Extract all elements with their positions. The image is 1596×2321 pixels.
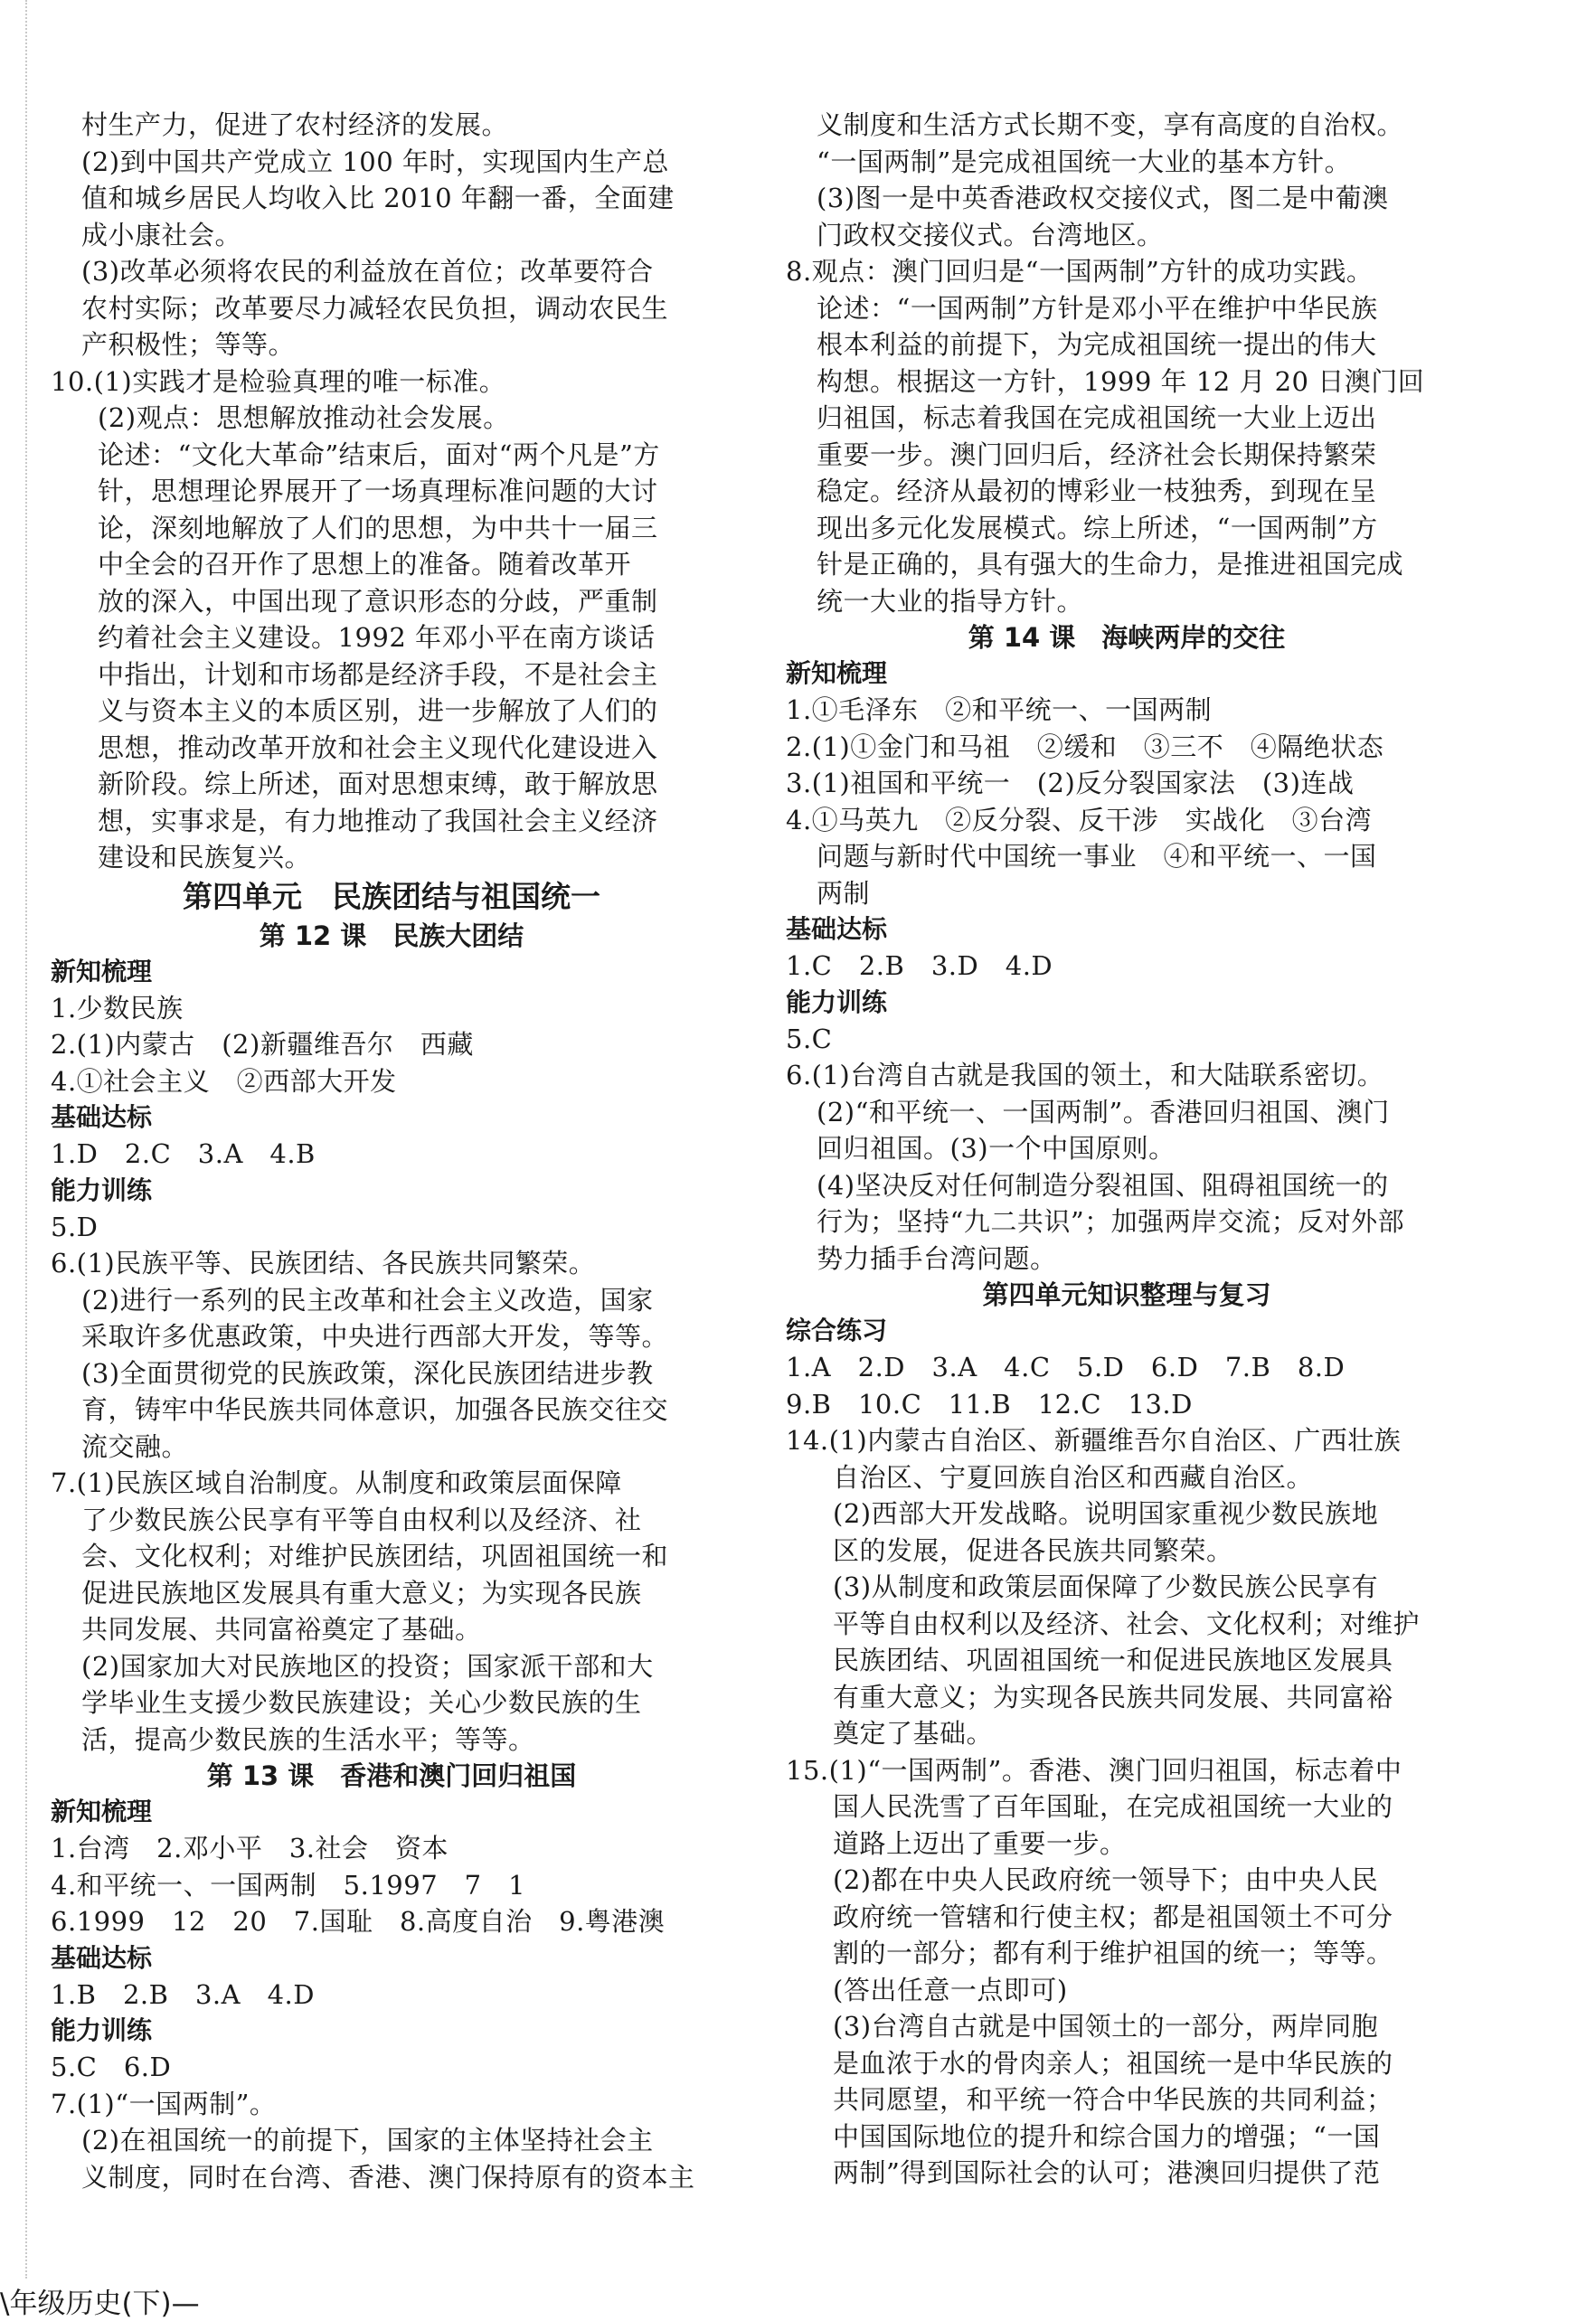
text-line: 重要一步。澳门回归后，经济社会长期保持繁荣 <box>817 439 1377 470</box>
text-line: 10.(1)实践才是检验真理的唯一标准。 <box>51 365 506 397</box>
text-line: 4.①社会主义 ②西部大开发 <box>51 1065 397 1097</box>
text-line: 义制度和生活方式长期不变，享有高度的自治权。 <box>817 109 1404 140</box>
text-line: 5.C 6.D <box>51 2052 172 2082</box>
text-line: “一国两制”是完成祖国统一大业的基本方针。 <box>817 146 1352 177</box>
text-line: 论述：“文化大革命”结束后，面对“两个凡是”方 <box>98 439 660 470</box>
text-line: 学毕业生支援少数民族建设；关心少数民族的生 <box>81 1687 642 1718</box>
text-line: 7.(1)民族区域自治制度。从制度和政策层面保障 <box>51 1467 622 1498</box>
lesson-title: 第 14 课 海峡两岸的交往 <box>968 622 1286 653</box>
text-line: (3)图一是中英香港政权交接仪式，图二是中葡澳 <box>817 183 1389 213</box>
text-line: (2)到中国共产党成立 100 年时，实现国内生产总 <box>81 146 669 177</box>
text-line: 民族团结、巩固祖国统一和促进民族地区发展具 <box>833 1645 1393 1675</box>
text-line: (2)西部大开发战略。说明国家重视少数民族地 <box>833 1498 1379 1529</box>
text-line: 论述：“一国两制”方针是邓小平在维护中华民族 <box>817 292 1378 324</box>
section-heading: 基础达标 <box>51 1942 153 1973</box>
lesson-title: 第 12 课 民族大团结 <box>259 920 524 951</box>
text-line: 中国国际地位的提升和综合国力的增强；“一国 <box>833 2120 1381 2152</box>
text-line: 6.(1)民族平等、民族团结、各民族共同繁荣。 <box>51 1248 596 1278</box>
text-line: 促进民族地区发展具有重大意义；为实现各民族 <box>81 1577 642 1609</box>
section-heading: 基础达标 <box>51 1102 153 1132</box>
text-line: 共同愿望，和平统一符合中华民族的共同利益； <box>833 2084 1393 2115</box>
section-heading: 新知梳理 <box>786 658 888 688</box>
section-heading: 综合练习 <box>786 1316 888 1345</box>
text-line: 会、文化权利；对维护民族团结，巩固祖国统一和 <box>81 1541 669 1571</box>
text-line: 2.(1)内蒙古 (2)新疆维吾尔 西藏 <box>51 1029 474 1060</box>
text-line: 中全会的召开作了思想上的准备。随着改革开 <box>98 549 632 580</box>
lesson-title: 第 13 课 香港和澳门回归祖国 <box>206 1760 577 1791</box>
section-heading: 基础达标 <box>786 914 888 944</box>
text-line: 稳定。经济从最初的博彩业一枝独秀，到现在呈 <box>817 476 1377 506</box>
text-line: 7.(1)“一国两制”。 <box>51 2088 277 2119</box>
text-line: 思想，推动改革开放和社会主义现代化建设进入 <box>98 731 658 763</box>
right-column <box>782 107 1471 2192</box>
text-line: 奠定了基础。 <box>833 1718 994 1749</box>
section-heading: 能力训练 <box>51 1175 153 1205</box>
text-line: (2)都在中央人民政府统一领导下；由中央人民 <box>833 1864 1379 1895</box>
text-line: 农村实际；改革要尽力减轻农民负担，调动农民生 <box>81 292 669 324</box>
text-line: 建设和民族复兴。 <box>98 842 312 873</box>
text-line: 国人民洗雪了百年国耻，在完成祖国统一大业的 <box>833 1791 1393 1822</box>
text-line: 是血浓于水的骨肉亲人；祖国统一是中华民族的 <box>833 2047 1393 2079</box>
text-line: 势力插手台湾问题。 <box>817 1242 1057 1274</box>
text-line: 3.(1)祖国和平统一 (2)反分裂国家法 (3)连战 <box>786 768 1355 798</box>
page-footer: \年级历史(下)— <box>0 2288 200 2320</box>
text-line: 1.台湾 2.邓小平 3.社会 资本 <box>51 1833 449 1863</box>
text-line: 割的一部分；都有利于维护祖国的统一；等等。 <box>833 1938 1393 1968</box>
text-line: 新阶段。综上所述，面对思想束缚，敢于解放思 <box>98 769 658 799</box>
text-line: 自治区、宁夏回族自治区和西藏自治区。 <box>833 1461 1314 1493</box>
text-line: 共同发展、共同富裕奠定了基础。 <box>81 1614 482 1645</box>
text-line: 针是正确的，具有强大的生命力，是推进祖国完成 <box>817 549 1404 580</box>
binding-margin-dots <box>25 0 27 2279</box>
text-line: 现出多元化发展模式。综上所述，“一国两制”方 <box>817 512 1378 543</box>
text-line: 1.少数民族 <box>51 992 184 1024</box>
text-line: 行为；坚持“九二共识”；加强两岸交流；反对外部 <box>817 1206 1405 1237</box>
left-column <box>47 107 736 2195</box>
text-line: 归祖国，标志着我国在完成祖国统一大业上迈出 <box>817 402 1377 433</box>
text-line: 两制”得到国际社会的认可；港澳回归提供了范 <box>833 2157 1381 2188</box>
text-line: 想，实事求是，有力地推动了我国社会主义经济 <box>98 805 658 836</box>
text-line: 回归祖国。(3)一个中国原则。 <box>817 1133 1176 1164</box>
text-line: 平等自由权利以及经济、社会、文化权利；对维护 <box>833 1608 1421 1639</box>
text-line: (2)进行一系列的民主改革和社会主义改造，国家 <box>81 1284 654 1316</box>
text-line: (3)从制度和政策层面保障了少数民族公民享有 <box>833 1571 1379 1602</box>
text-line: 根本利益的前提下，为完成祖国统一提出的伟大 <box>817 329 1377 360</box>
text-line: 义制度，同时在台湾、香港、澳门保持原有的资本主 <box>81 2161 695 2193</box>
section-heading: 能力训练 <box>51 2015 153 2045</box>
text-line: (3)全面贯彻党的民族政策，深化民族团结进步教 <box>81 1357 654 1389</box>
text-line: 村生产力，促进了农村经济的发展。 <box>81 109 509 140</box>
text-line: 育，铸牢中华民族共同体意识，加强各民族交往交 <box>81 1394 669 1425</box>
text-line: 值和城乡居民人均收入比 2010 年翻一番，全面建 <box>81 183 675 213</box>
text-line: 政府统一管辖和行使主权；都是祖国领土不可分 <box>833 1901 1393 1932</box>
text-line: 成小康社会。 <box>81 219 242 250</box>
text-line: (2)“和平统一、一国两制”。香港回归祖国、澳门 <box>817 1096 1390 1127</box>
text-line: 门政权交接仪式。台湾地区。 <box>817 219 1164 250</box>
text-line: (4)坚决反对任何制造分裂祖国、阻碍祖国统一的 <box>817 1169 1389 1201</box>
text-line: 放的深入，中国出现了意识形态的分歧，严重制 <box>98 585 658 617</box>
text-line: 4.①马英九 ②反分裂、反干涉 实战化 ③台湾 <box>786 804 1373 835</box>
text-line: 5.D <box>51 1211 99 1242</box>
text-line: (3)台湾自古就是中国领土的一部分，两岸同胞 <box>833 2011 1379 2042</box>
text-line: 采取许多优惠政策，中央进行西部大开发，等等。 <box>81 1321 669 1352</box>
text-line: 8.观点：澳门回归是“一国两制”方针的成功实践。 <box>786 256 1374 287</box>
section-heading: 新知梳理 <box>51 1797 153 1826</box>
text-line: 活，提高少数民族的生活水平；等等。 <box>81 1723 535 1755</box>
section-heading: 新知梳理 <box>51 956 153 986</box>
text-line: (3)改革必须将农民的利益放在首位；改革要符合 <box>81 256 654 287</box>
text-line: 中指出，计划和市场都是经济手段，不是社会主 <box>98 658 658 690</box>
text-line: 9.B 10.C 11.B 12.C 13.D <box>786 1388 1193 1420</box>
text-line: 15.(1)“一国两制”。香港、澳门回归祖国，标志着中 <box>786 1754 1402 1786</box>
text-line: 1.B 2.B 3.A 4.D <box>51 1978 315 2010</box>
text-line: (2)在祖国统一的前提下，国家的主体坚持社会主 <box>81 2125 654 2156</box>
text-line: 两制 <box>817 877 871 909</box>
text-line: 义与资本主义的本质区别，进一步解放了人们的 <box>98 695 658 726</box>
text-line: 1.①毛泽东 ②和平统一、一国两制 <box>786 694 1213 725</box>
text-line: 1.D 2.C 3.A 4.B <box>51 1138 316 1169</box>
text-line: 5.C <box>786 1023 833 1054</box>
text-line: 有重大意义；为实现各民族共同发展、共同富裕 <box>833 1681 1393 1712</box>
text-line: 区的发展，促进各民族共同繁荣。 <box>833 1534 1233 1566</box>
text-line: 6.1999 12 20 7.国耻 8.高度自治 9.粤港澳 <box>51 1906 666 1937</box>
text-line: 统一大业的指导方针。 <box>817 585 1084 617</box>
text-line: 产积极性；等等。 <box>81 329 296 360</box>
text-line: (2)观点：思想解放推动社会发展。 <box>98 402 510 433</box>
text-line: (2)国家加大对民族地区的投资；国家派干部和大 <box>81 1650 654 1682</box>
text-line: 14.(1)内蒙古自治区、新疆维吾尔自治区、广西壮族 <box>786 1425 1402 1456</box>
text-line: 流交融。 <box>81 1430 189 1462</box>
text-line: 1.C 2.B 3.D 4.D <box>786 950 1053 981</box>
text-line: 约着社会主义建设。1992 年邓小平在南方谈话 <box>98 622 656 653</box>
text-line: 问题与新时代中国统一事业 ④和平统一、一国 <box>817 841 1377 872</box>
text-line: 6.(1)台湾自古就是我国的领土，和大陆联系密切。 <box>786 1060 1384 1090</box>
section-heading: 能力训练 <box>786 986 888 1017</box>
unit-title: 第四单元 民族团结与祖国统一 <box>183 878 600 914</box>
text-line: 针，思想理论界展开了一场真理标准问题的大讨 <box>98 476 658 506</box>
text-line: 构想。根据这一方针，1999 年 12 月 20 日澳门回 <box>817 365 1425 397</box>
text-line: (答出任意一点即可) <box>833 1974 1068 2005</box>
text-line: 论，深刻地解放了人们的思想，为中共十一届三 <box>98 512 658 543</box>
text-line: 4.和平统一、一国两制 5.1997 7 1 <box>51 1869 526 1901</box>
text-line: 2.(1)①金门和马祖 ②缓和 ③三不 ④隔绝状态 <box>786 731 1384 762</box>
text-line: 了少数民族公民享有平等自由权利以及经济、社 <box>81 1504 642 1535</box>
lesson-title: 第四单元知识整理与复习 <box>982 1279 1271 1310</box>
text-line: 道路上迈出了重要一步。 <box>833 1827 1127 1859</box>
text-line: 1.A 2.D 3.A 4.C 5.D 6.D 7.B 8.D <box>786 1352 1346 1382</box>
